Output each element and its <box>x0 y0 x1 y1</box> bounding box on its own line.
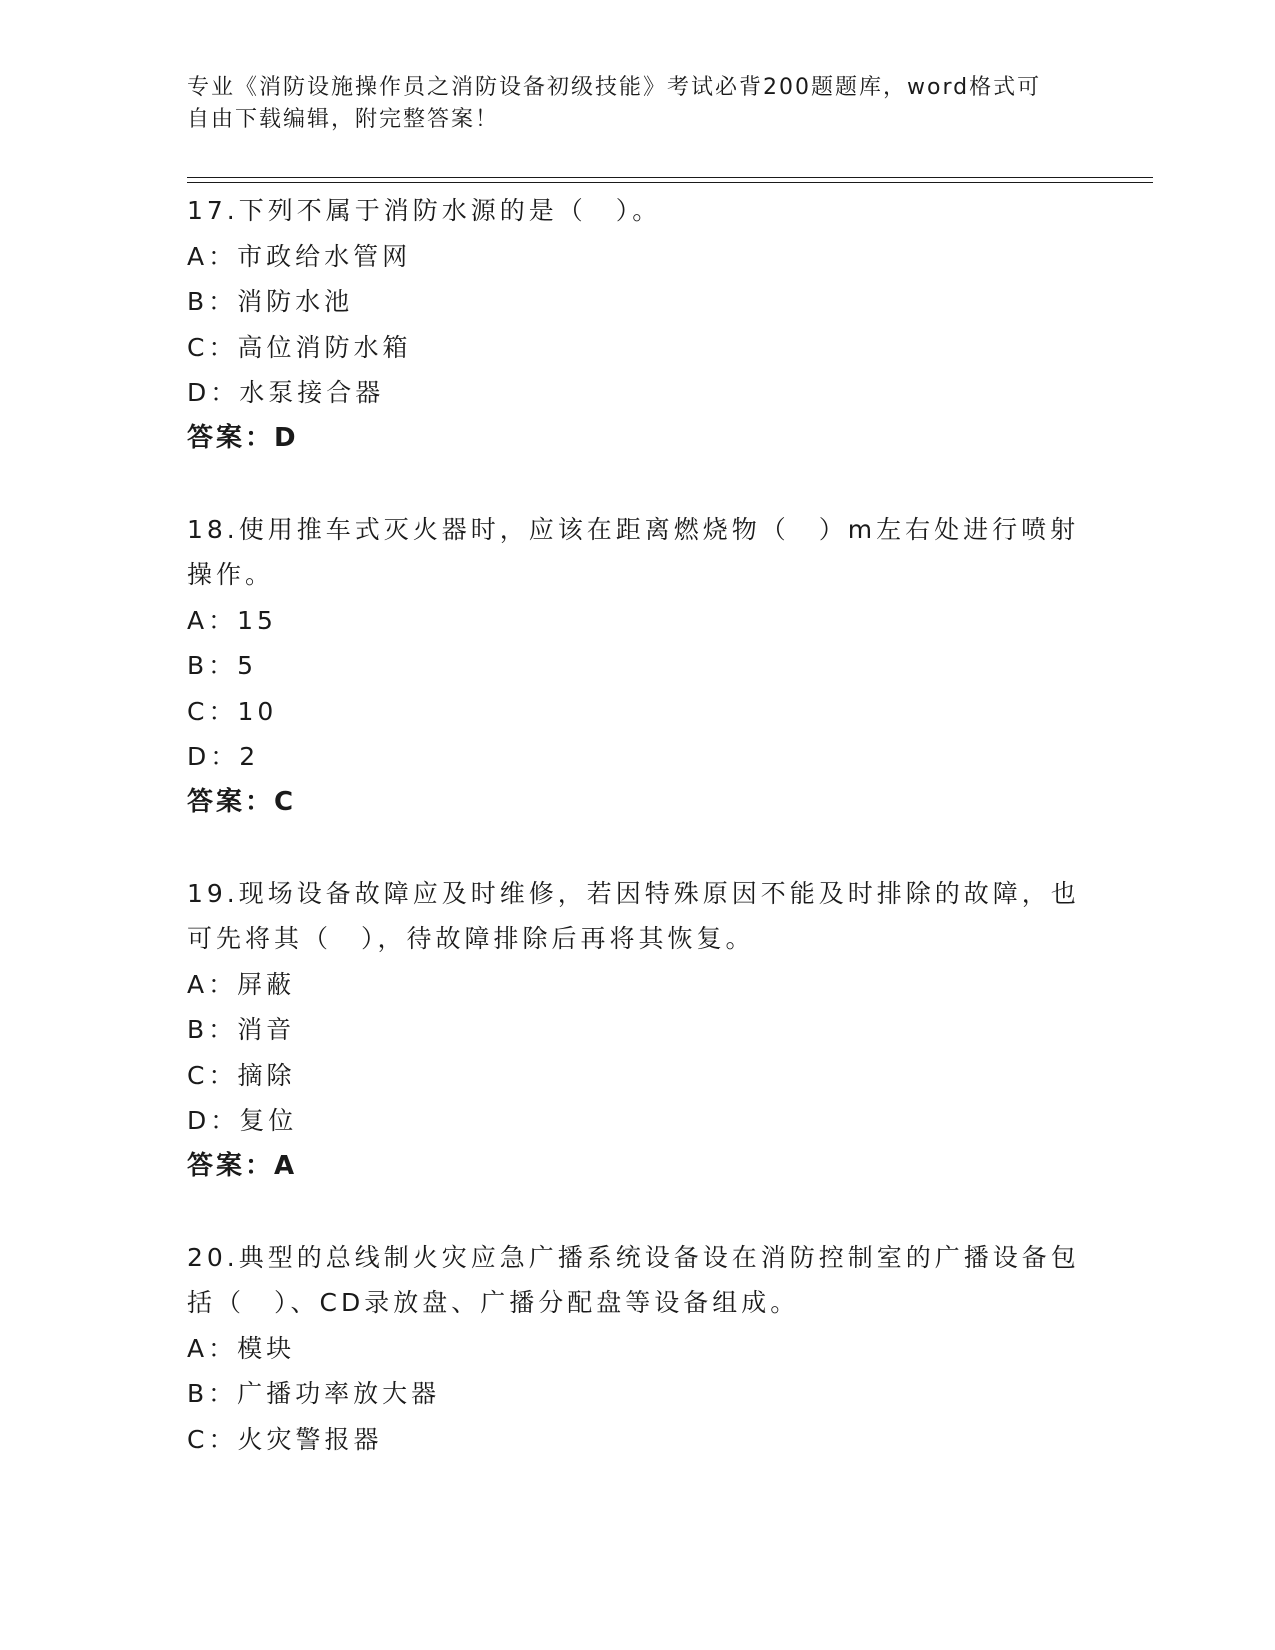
option-a: A：屏蔽 <box>187 969 296 999</box>
option-c: C：10 <box>187 696 278 726</box>
question-18 <box>187 507 1087 826</box>
option-a: A：模块 <box>187 1333 296 1363</box>
question-stem-continued: 操作。 <box>187 560 275 589</box>
header-line-1: 专业《消防设施操作员之消防设备初级技能》考试必背200题题库，word格式可 <box>187 75 1042 100</box>
header-divider-top <box>187 177 1153 178</box>
document-header <box>187 72 1067 136</box>
question-stem: 17.下列不属于消防水源的是（ ）。 <box>187 196 662 225</box>
question-stem-continued: 括（ ）、CD录放盘、广播分配盘等设备组成。 <box>187 1288 800 1317</box>
header-line-2: 自由下载编辑，附完整答案！ <box>187 107 500 132</box>
question-19 <box>187 871 1087 1190</box>
answer-line: 答案：A <box>187 1150 298 1181</box>
option-a: A：市政给水管网 <box>187 241 412 271</box>
option-d: D：2 <box>187 742 260 771</box>
option-c: C：火灾警报器 <box>187 1424 383 1454</box>
option-b: B：消音 <box>187 1015 296 1044</box>
option-a: A：15 <box>187 605 277 635</box>
header-divider-bottom <box>187 182 1153 183</box>
question-stem: 18.使用推车式灭火器时，应该在距离燃烧物（ ）m左右处进行喷射 <box>187 514 1080 544</box>
question-list <box>187 188 1087 1462</box>
question-stem: 19.现场设备故障应及时维修，若因特殊原因不能及时排除的故障，也 <box>187 878 1080 908</box>
option-c: C：高位消防水箱 <box>187 332 412 362</box>
option-d: D：水泵接合器 <box>187 378 385 407</box>
answer-line: 答案：C <box>187 786 297 817</box>
option-b: B：消防水池 <box>187 287 354 316</box>
option-d: D：复位 <box>187 1106 298 1135</box>
answer-line: 答案：D <box>187 422 299 453</box>
option-b: B：广播功率放大器 <box>187 1379 441 1408</box>
question-stem-continued: 可先将其（ ），待故障排除后再将其恢复。 <box>187 924 755 953</box>
question-20 <box>187 1235 1087 1463</box>
option-b: B：5 <box>187 651 258 680</box>
question-17 <box>187 188 1087 461</box>
option-c: C：摘除 <box>187 1060 296 1090</box>
question-stem: 20.典型的总线制火灾应急广播系统设备设在消防控制室的广播设备包 <box>187 1242 1080 1272</box>
